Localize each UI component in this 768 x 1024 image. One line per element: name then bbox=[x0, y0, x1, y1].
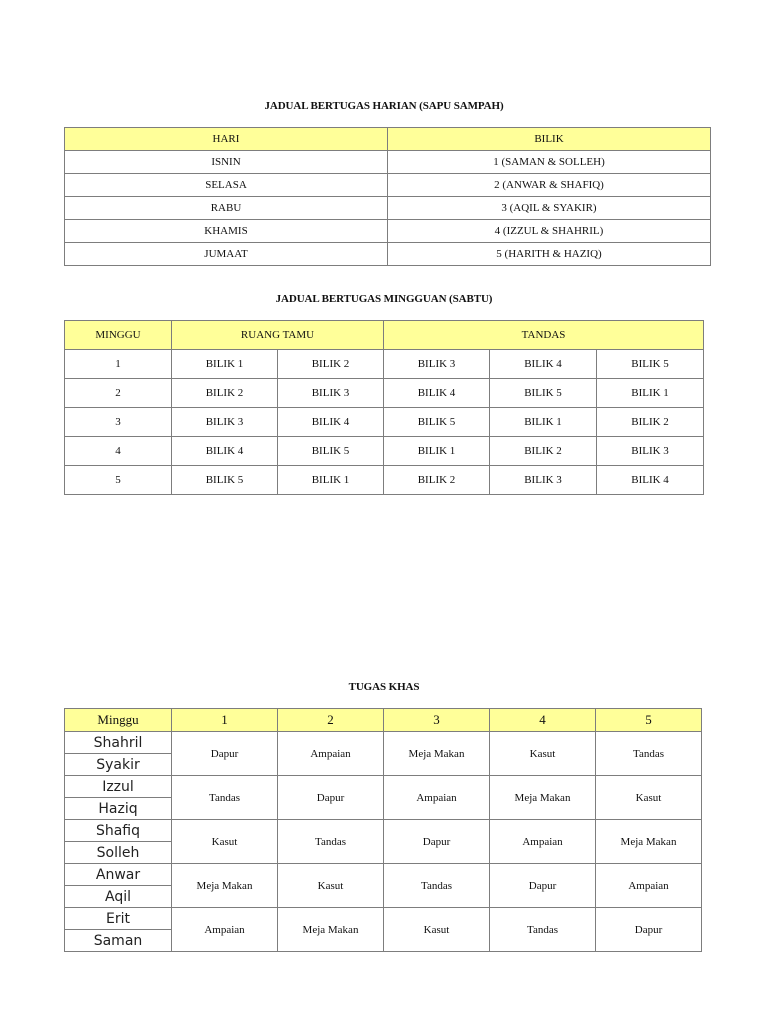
room-cell: BILIK 4 bbox=[597, 466, 704, 495]
room-cell: BILIK 3 bbox=[384, 350, 490, 379]
task-cell: Tandas bbox=[490, 908, 596, 952]
room-cell: BILIK 2 bbox=[278, 350, 384, 379]
room-cell: BILIK 3 bbox=[172, 408, 278, 437]
table-row bbox=[65, 350, 704, 379]
header-cell: 4 bbox=[490, 709, 596, 732]
name-cell: Haziq bbox=[65, 798, 172, 820]
table-row bbox=[65, 437, 704, 466]
daily-table bbox=[64, 127, 711, 266]
room-cell: 3 (AQIL & SYAKIR) bbox=[388, 197, 711, 220]
table-row bbox=[65, 220, 711, 243]
room-cell: BILIK 5 bbox=[490, 379, 597, 408]
name-cell: Aqil bbox=[65, 886, 172, 908]
task-cell: Dapur bbox=[172, 732, 278, 776]
name-cell: Erit bbox=[65, 908, 172, 930]
week-cell: 2 bbox=[65, 379, 172, 408]
room-cell: BILIK 3 bbox=[490, 466, 597, 495]
daily-title: JADUAL BERTUGAS HARIAN (SAPU SAMPAH) bbox=[264, 100, 504, 112]
week-cell: 4 bbox=[65, 437, 172, 466]
header-cell: 1 bbox=[172, 709, 278, 732]
day-cell: ISNIN bbox=[65, 151, 388, 174]
task-cell: Dapur bbox=[490, 864, 596, 908]
room-cell: BILIK 3 bbox=[597, 437, 704, 466]
header-cell: 3 bbox=[384, 709, 490, 732]
day-cell: SELASA bbox=[65, 174, 388, 197]
room-cell: BILIK 5 bbox=[597, 350, 704, 379]
task-cell: Dapur bbox=[278, 776, 384, 820]
week-cell: 3 bbox=[65, 408, 172, 437]
table-header-row bbox=[65, 321, 704, 350]
name-cell: Shahril bbox=[65, 732, 172, 754]
task-cell: Kasut bbox=[596, 776, 702, 820]
day-cell: JUMAAT bbox=[65, 243, 388, 266]
task-cell: Kasut bbox=[490, 732, 596, 776]
header-cell: 2 bbox=[278, 709, 384, 732]
table-row bbox=[65, 243, 711, 266]
name-cell: Shafiq bbox=[65, 820, 172, 842]
room-cell: 1 (SAMAN & SOLLEH) bbox=[388, 151, 711, 174]
room-cell: BILIK 2 bbox=[384, 466, 490, 495]
room-cell: BILIK 5 bbox=[278, 437, 384, 466]
room-cell: BILIK 4 bbox=[172, 437, 278, 466]
day-cell: KHAMIS bbox=[65, 220, 388, 243]
task-cell: Tandas bbox=[278, 820, 384, 864]
task-cell: Tandas bbox=[596, 732, 702, 776]
task-cell: Kasut bbox=[172, 820, 278, 864]
task-cell: Dapur bbox=[384, 820, 490, 864]
header-cell: HARI bbox=[65, 128, 388, 151]
task-cell: Ampaian bbox=[490, 820, 596, 864]
table-row bbox=[65, 732, 702, 754]
table-row bbox=[65, 820, 702, 842]
room-cell: BILIK 1 bbox=[278, 466, 384, 495]
header-cell: MINGGU bbox=[65, 321, 172, 350]
task-cell: Meja Makan bbox=[172, 864, 278, 908]
room-cell: BILIK 4 bbox=[278, 408, 384, 437]
room-cell: BILIK 2 bbox=[172, 379, 278, 408]
room-cell: 2 (ANWAR & SHAFIQ) bbox=[388, 174, 711, 197]
table-row bbox=[65, 864, 702, 886]
room-cell: 5 (HARITH & HAZIQ) bbox=[388, 243, 711, 266]
room-cell: BILIK 1 bbox=[597, 379, 704, 408]
task-cell: Tandas bbox=[172, 776, 278, 820]
header-cell: TANDAS bbox=[384, 321, 704, 350]
room-cell: BILIK 1 bbox=[172, 350, 278, 379]
day-cell: RABU bbox=[65, 197, 388, 220]
room-cell: 4 (IZZUL & SHAHRIL) bbox=[388, 220, 711, 243]
task-cell: Meja Makan bbox=[596, 820, 702, 864]
name-cell: Izzul bbox=[65, 776, 172, 798]
task-cell: Kasut bbox=[384, 908, 490, 952]
table-row bbox=[65, 466, 704, 495]
task-cell: Ampaian bbox=[172, 908, 278, 952]
room-cell: BILIK 4 bbox=[490, 350, 597, 379]
table-row bbox=[65, 379, 704, 408]
room-cell: BILIK 2 bbox=[490, 437, 597, 466]
room-cell: BILIK 1 bbox=[384, 437, 490, 466]
name-cell: Anwar bbox=[65, 864, 172, 886]
table-header-row bbox=[65, 128, 711, 151]
table-row bbox=[65, 408, 704, 437]
task-cell: Meja Makan bbox=[384, 732, 490, 776]
table-row bbox=[65, 197, 711, 220]
special-title: TUGAS KHAS bbox=[348, 681, 420, 693]
table-row bbox=[65, 174, 711, 197]
task-cell: Ampaian bbox=[384, 776, 490, 820]
table-row bbox=[65, 151, 711, 174]
weekly-title: JADUAL BERTUGAS MINGGUAN (SABTU) bbox=[275, 293, 493, 305]
header-cell: RUANG TAMU bbox=[172, 321, 384, 350]
room-cell: BILIK 1 bbox=[490, 408, 597, 437]
week-cell: 5 bbox=[65, 466, 172, 495]
task-cell: Kasut bbox=[278, 864, 384, 908]
table-header-row bbox=[65, 709, 702, 732]
name-cell: Solleh bbox=[65, 842, 172, 864]
header-cell: Minggu bbox=[65, 709, 172, 732]
table-row bbox=[65, 776, 702, 798]
name-cell: Syakir bbox=[65, 754, 172, 776]
room-cell: BILIK 4 bbox=[384, 379, 490, 408]
special-duty-table bbox=[64, 708, 702, 952]
name-cell: Saman bbox=[65, 930, 172, 952]
room-cell: BILIK 2 bbox=[597, 408, 704, 437]
task-cell: Meja Makan bbox=[490, 776, 596, 820]
header-cell: 5 bbox=[596, 709, 702, 732]
room-cell: BILIK 3 bbox=[278, 379, 384, 408]
room-cell: BILIK 5 bbox=[384, 408, 490, 437]
week-cell: 1 bbox=[65, 350, 172, 379]
room-cell: BILIK 5 bbox=[172, 466, 278, 495]
table-row bbox=[65, 908, 702, 930]
header-cell: BILIK bbox=[388, 128, 711, 151]
task-cell: Tandas bbox=[384, 864, 490, 908]
task-cell: Dapur bbox=[596, 908, 702, 952]
weekly-table bbox=[64, 320, 704, 495]
task-cell: Meja Makan bbox=[278, 908, 384, 952]
task-cell: Ampaian bbox=[596, 864, 702, 908]
task-cell: Ampaian bbox=[278, 732, 384, 776]
